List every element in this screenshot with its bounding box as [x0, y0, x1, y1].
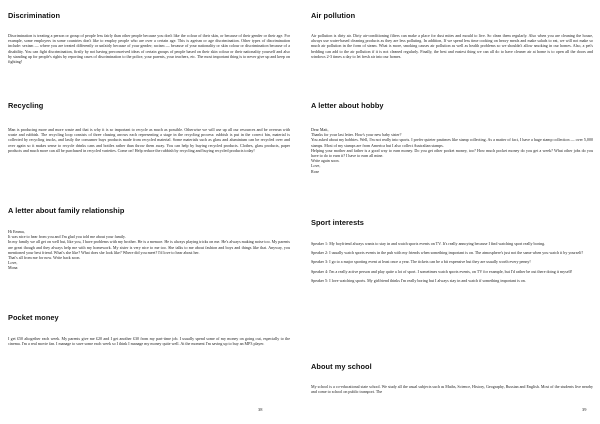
- letter-line: You asked about my hobbies. Well, I'm not really into sports. I prefer quieter pastimes like stamp collecting. As a matter of fact, I have a huge stamp collection — over 5,000 stamps. Most of my stamps are from America but I also collect Australian stamps.: [311, 137, 593, 148]
- paragraph-pocket-money: I get £50 altogether each week. My parents give me £20 and I get another £30 from my part-time job. I usually spend some of my money on going out, especially to the cinema. I'm a real movie fan. I manage to save some each week so I think I manage my money quite well. At the moment I'm saving up to buy an MP3 player.: [8, 336, 290, 347]
- letter-line: Thanks for your last letter. How's your new baby sister?: [311, 132, 402, 138]
- speaker-line: Speaker 3: I go to a major sporting event at least once a year. The tickets can be a bit expensive but they are usually worth every penny!: [311, 259, 531, 265]
- heading-sport-interests: Sport interests: [311, 218, 364, 227]
- heading-discrimination: Discrimination: [8, 11, 61, 20]
- paragraph-discrimination: Discrimination is treating a person or group of people less fairly than other people because you don't like the colour of their skin, or because of their gender or their age. For example, some employers in some countries don't like to employ people who are over a certain age. This is ageism or age discrimination. Other types of discrimination include: sexism — where you are treated differently or unfairly because of your gender; racism — because of your nationality or skin colour or discrimination because of a disability. You can fight discrimination, firstly by not having preconceived ideas of certain groups of people based on their skin colour or their nationality yourself and also by standing up for people's rights by reporting cases of discrimination to the police, your parents, your teachers, etc. The most important thing is to never give up and keep on fighting!: [8, 33, 290, 65]
- letter-hobby: [311, 127, 593, 174]
- letter-line: Love,: [8, 260, 18, 266]
- heading-air-pollution: Air pollution: [311, 11, 356, 20]
- letter-line: Mona: [8, 265, 18, 271]
- letter-line: Rose: [311, 168, 320, 174]
- letter-line: It was nice to hear from you and I'm glad you told me about your family.: [8, 234, 126, 240]
- right-page: [311, 0, 597, 424]
- letter-line: In my family we all get on well but, like you, I have problems with my brother. He is a menace. He is always playing tricks on me. He's always making noise too. My parents are great though and they always help me with my homework. My sister is very nice to me too. She talks to me about fashion and boys and things like that. Anyway, you mentioned your best friend. What's she like? What does she look like? Where did you meet? I'd love to hear about her.: [8, 239, 290, 255]
- speaker-line: Speaker 4: I'm a really active person and play quite a lot of sport. I sometimes watch sports events, on TV for example, but I'd rather be out there doing it myself!: [311, 268, 573, 274]
- heading-about-school: About my school: [311, 362, 372, 371]
- letter-line: Love,: [311, 163, 321, 169]
- heading-family-letter: A letter about family relationship: [8, 206, 125, 215]
- heading-recycling: Recycling: [8, 101, 44, 110]
- paragraph-recycling: Man is producing more and more waste and that is why it is so important to recycle as much as possible. Otherwise we will use up all our resources and be overrun with waste and rubbish. The recycling loop consists of three chasing arrows each representing a stage in the recycling process: rubbish is put in the correct bin, material is collected by recycling trucks, and lastly the consumer buys products made from recycled material. Some materials such as glass and aluminium can be recycled over and over again so it makes sense to recycle drinks cans and bottles rather than throw them away. You can help by buying recycled products. Clothes, glass products, paper products and much more can all be purchased in recycled varieties. Come on! Help reduce the rubbish by recycling and buying recycled products today!: [8, 127, 290, 153]
- letter-line: That's all from me for now. Write back soon.: [8, 255, 81, 261]
- page-number-left: 38: [258, 407, 263, 412]
- letter-family: [8, 229, 290, 271]
- letter-line: Helping your mother and father is a good way to earn money. Do you get other pocket money, too? How much pocket money do you get a week? What other jobs do you have to do to earn it? I have to earn all mine.: [311, 147, 593, 159]
- speaker-line: Speaker 2: I usually watch sports events in the pub with my friends when something important is on. The atmosphere's just not the same when you watch it by yourself!: [311, 250, 583, 256]
- paragraph-air-pollution: Air pollution is dirty air. Dirty air-conditioning filters can make a place for dust mites and mould to live. So clean them regularly. Also when you are cleaning the house, always use water-based cleaning products as they are less polluting. In addition, If we spend less time cooking on heavy meals and make salads to eat, we will not make so much air pollution in the form of steam. What is more, smoking causes air pollution as well as health problems so we shouldn't allow smoking in our homes. Also, a pet's bedding can add to the air pollution if it is not cleaned regularly. Finally, the best and easiest thing we can all do to have cleaner air at home is to open all the doors and windows 2-3 times a day to let fresh air into our homes.: [311, 33, 593, 59]
- left-page: [8, 0, 294, 424]
- paragraph-about-school: My school is a co-educational state school. We study all the usual subjects such as Maths, Science, History, Geography, Russian and English. Most of the students live nearby and come to school on public transport. The: [311, 384, 593, 395]
- speaker-line: Speaker 5: I love watching sports. My girlfriend thinks I'm really boring but I always stay in and watch if something important is on.: [311, 277, 526, 283]
- letter-line: Dear Matt,: [311, 127, 329, 132]
- heading-hobby-letter: A letter about hobby: [311, 101, 384, 110]
- letter-line: Write again soon.: [311, 158, 340, 164]
- speakers-sport: [311, 241, 593, 283]
- letter-line: Hi Emma,: [8, 229, 25, 234]
- speaker-line: Speaker 1: My boyfriend always wants to stay in and watch sports events on TV. It's really annoying because I find watching sport really boring.: [311, 241, 546, 246]
- heading-pocket-money: Pocket money: [8, 313, 59, 322]
- page-number-right: 39: [582, 407, 587, 412]
